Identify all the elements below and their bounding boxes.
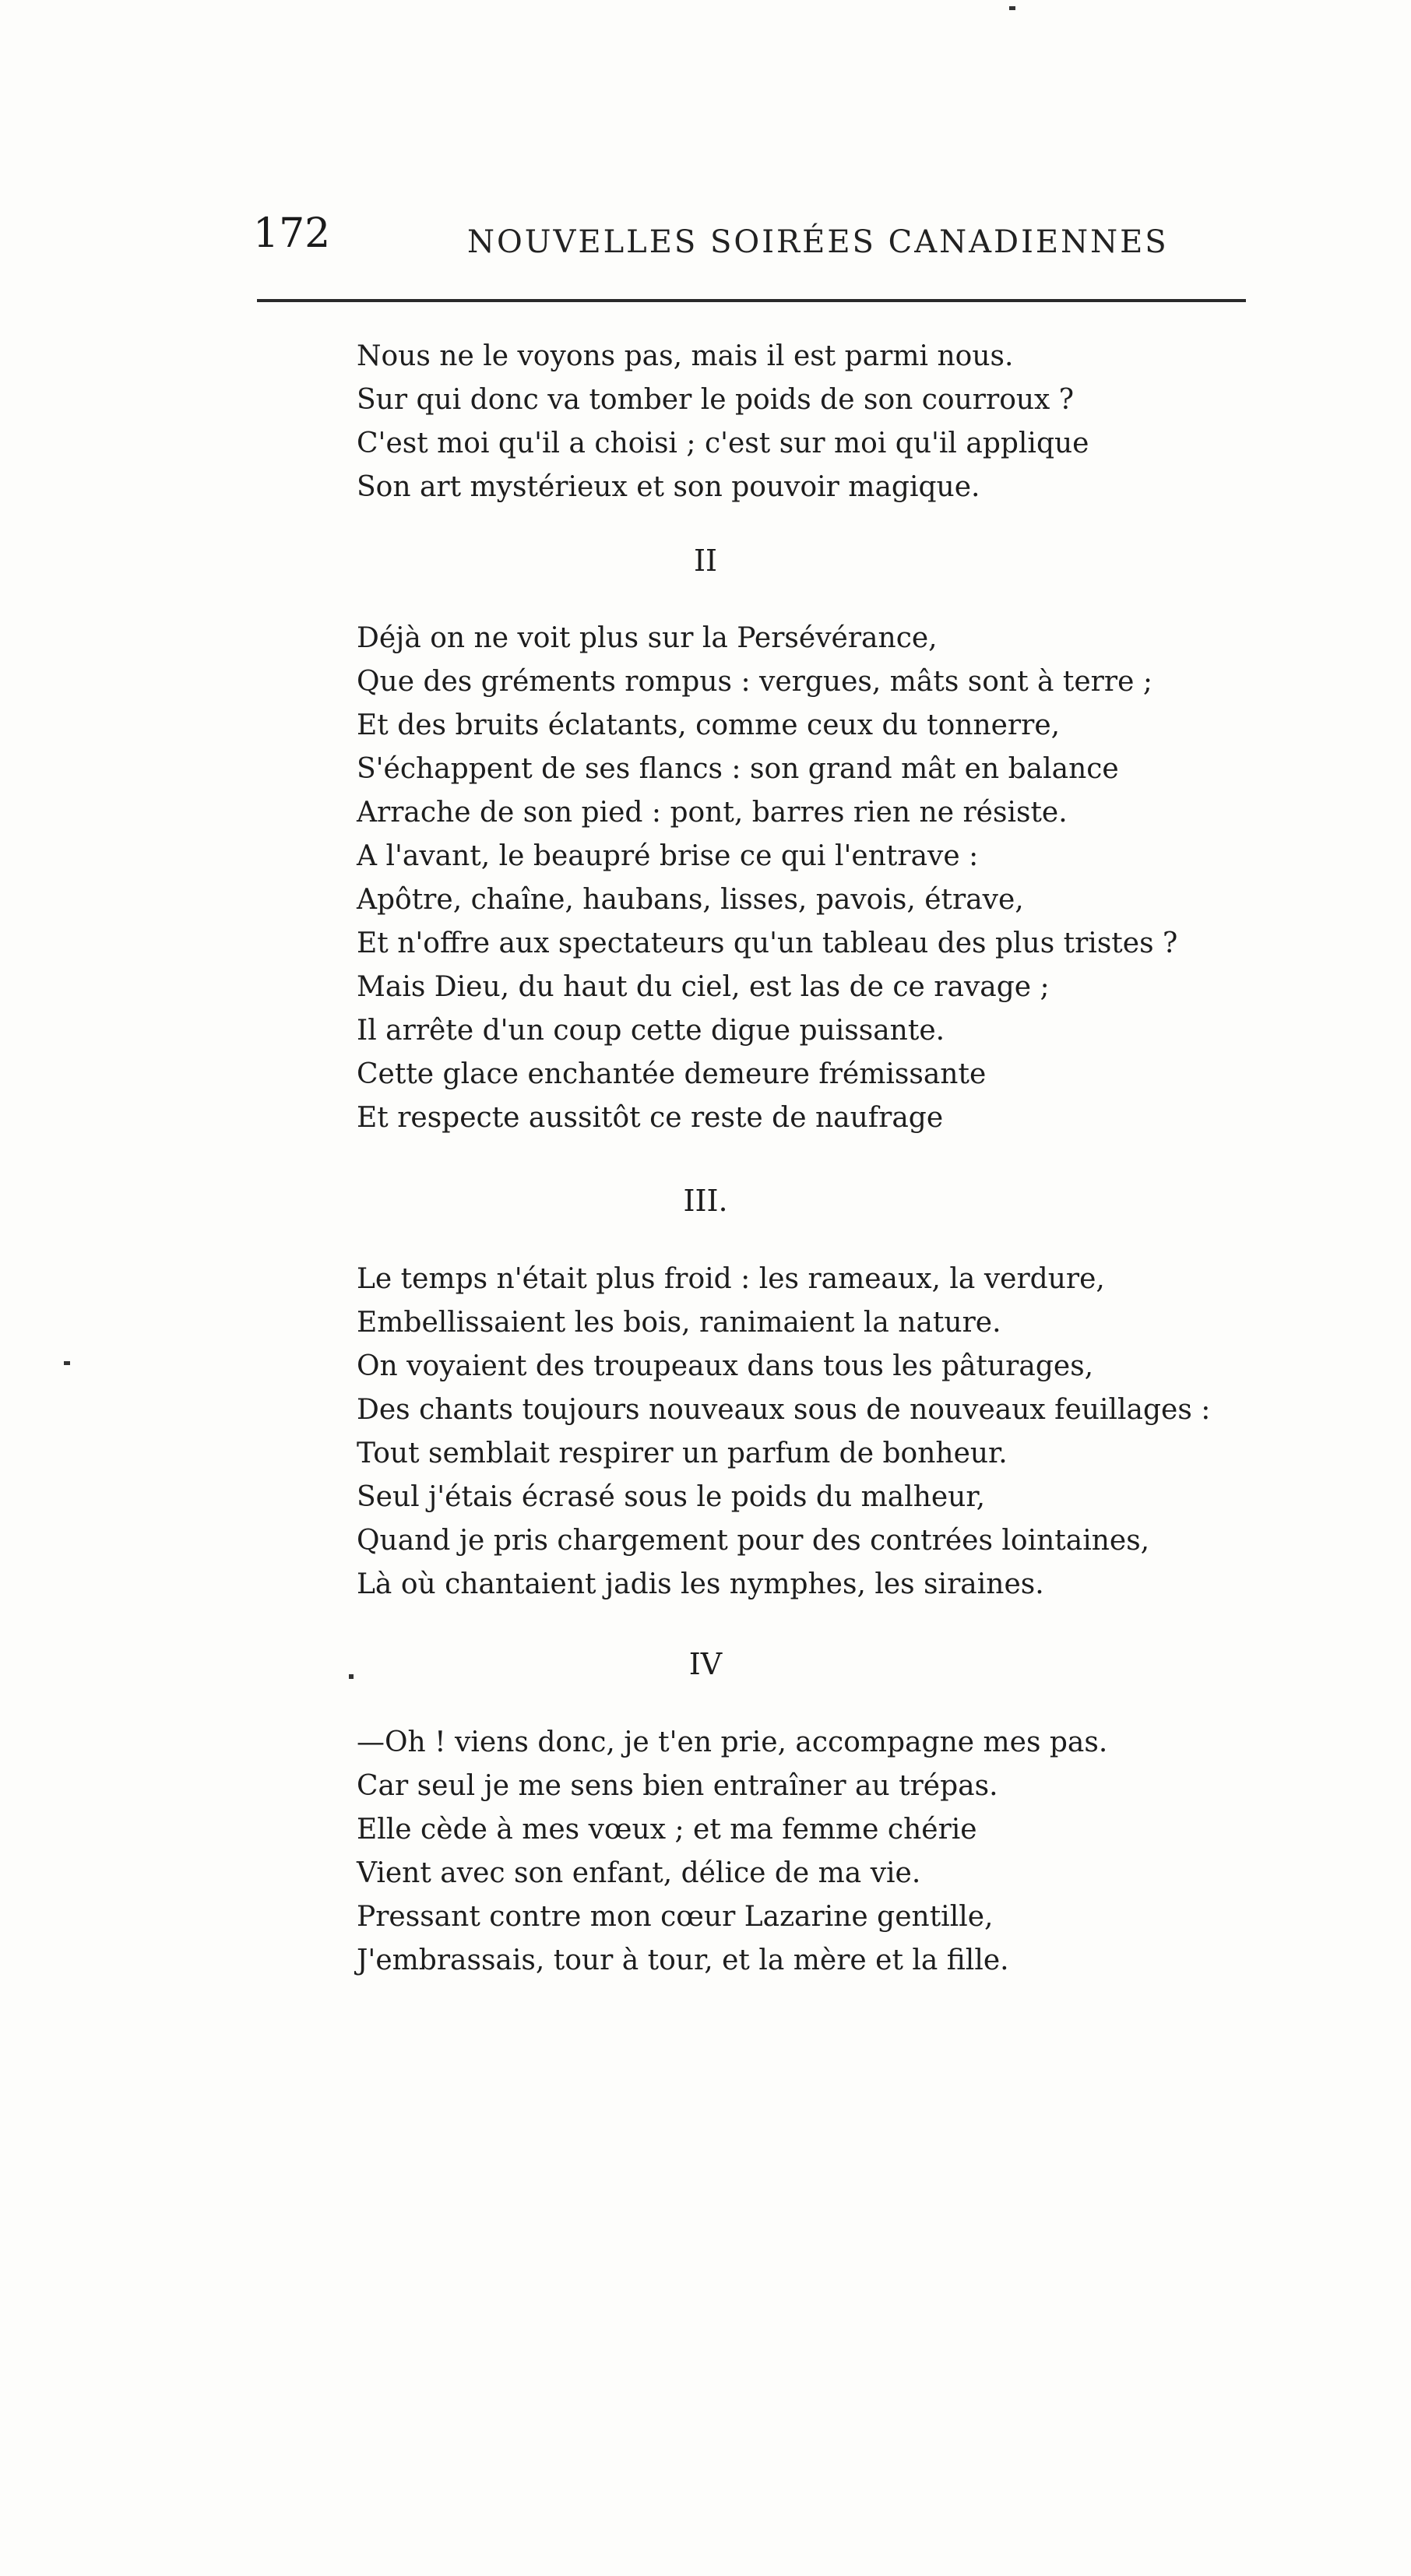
- scan-speck: [349, 1674, 354, 1679]
- verse-line: Arrache de son pied : pont, barres rien ne résiste.: [357, 797, 1068, 829]
- stanza-3: [357, 1258, 1210, 1606]
- section-heading-iv: [0, 1647, 1411, 1681]
- header-rule: [257, 299, 1246, 302]
- verse-line: Son art mystérieux et son pouvoir magique.: [357, 471, 980, 503]
- page-number: 172: [253, 210, 331, 257]
- stanza-4: [357, 1721, 1107, 1983]
- verse-line: Sur qui donc va tomber le poids de son courroux ?: [357, 384, 1075, 416]
- verse-line: Quand je pris chargement pour des contrées lointaines,: [357, 1525, 1150, 1557]
- section-heading-iii: [0, 1184, 1411, 1218]
- verse-line: Cette glace enchantée demeure frémissante: [357, 1058, 987, 1090]
- verse-line: S'échappent de ses flancs : son grand mât en balance: [357, 753, 1119, 785]
- section-heading-ii: [0, 544, 1411, 578]
- verse-line: Embellissaient les bois, ranimaient la nature.: [357, 1307, 1001, 1339]
- verse-line: Et respecte aussitôt ce reste de naufrage: [357, 1102, 944, 1134]
- verse-line: On voyaient des troupeaux dans tous les pâturages,: [357, 1350, 1094, 1382]
- verse-line: A l'avant, le beaupré brise ce qui l'entrave :: [357, 840, 979, 872]
- verse-line: C'est moi qu'il a choisi ; c'est sur moi qu'il applique: [357, 428, 1089, 459]
- verse-line: Nous ne le voyons pas, mais il est parmi nous.: [357, 340, 1014, 372]
- verse-line: Que des gréments rompus : vergues, mâts sont à terre ;: [357, 666, 1152, 698]
- verse-line: J'embrassais, tour à tour, et la mère et la fille.: [357, 1944, 1009, 1976]
- verse-line: Et n'offre aux spectateurs qu'un tableau des plus tristes ?: [357, 927, 1178, 959]
- verse-line: Il arrête d'un coup cette digue puissante.: [357, 1015, 945, 1047]
- verse-line: Apôtre, chaîne, haubans, lisses, pavois, étrave,: [357, 884, 1024, 916]
- verse-line: Là où chantaient jadis les nymphes, les siraines.: [357, 1568, 1044, 1600]
- verse-line: Mais Dieu, du haut du ciel, est las de ce ravage ;: [357, 971, 1050, 1003]
- page-header: [0, 210, 1411, 273]
- verse-line: Seul j'étais écrasé sous le poids du malheur,: [357, 1481, 986, 1513]
- stanza-2: [357, 617, 1177, 1140]
- verse-line: Et des bruits éclatants, comme ceux du tonnerre,: [357, 709, 1061, 741]
- verse-line: Pressant contre mon cœur Lazarine gentille,: [357, 1901, 994, 1933]
- stanza-1: [357, 335, 1089, 509]
- running-head: NOUVELLES SOIRÉES CANADIENNES: [467, 224, 1169, 260]
- verse-line: —Oh ! viens donc, je t'en prie, accompagne mes pas.: [357, 1726, 1108, 1758]
- scan-speck: [64, 1361, 70, 1365]
- verse-line: Des chants toujours nouveaux sous de nouveaux feuillages :: [357, 1394, 1211, 1426]
- section-heading-label: II: [693, 544, 718, 578]
- verse-line: Tout semblait respirer un parfum de bonheur.: [357, 1438, 1008, 1469]
- section-heading-label: IV: [688, 1647, 723, 1681]
- section-heading-label: III.: [683, 1184, 728, 1218]
- verse-line: Car seul je me sens bien entraîner au trépas.: [357, 1770, 998, 1802]
- verse-line: Déjà on ne voit plus sur la Persévérance,: [357, 622, 938, 654]
- verse-line: Elle cède à mes vœux ; et ma femme chérie: [357, 1814, 977, 1846]
- verse-line: Le temps n'était plus froid : les rameaux, la verdure,: [357, 1263, 1105, 1295]
- scan-speck: [1009, 6, 1015, 10]
- verse-line: Vient avec son enfant, délice de ma vie.: [357, 1857, 921, 1889]
